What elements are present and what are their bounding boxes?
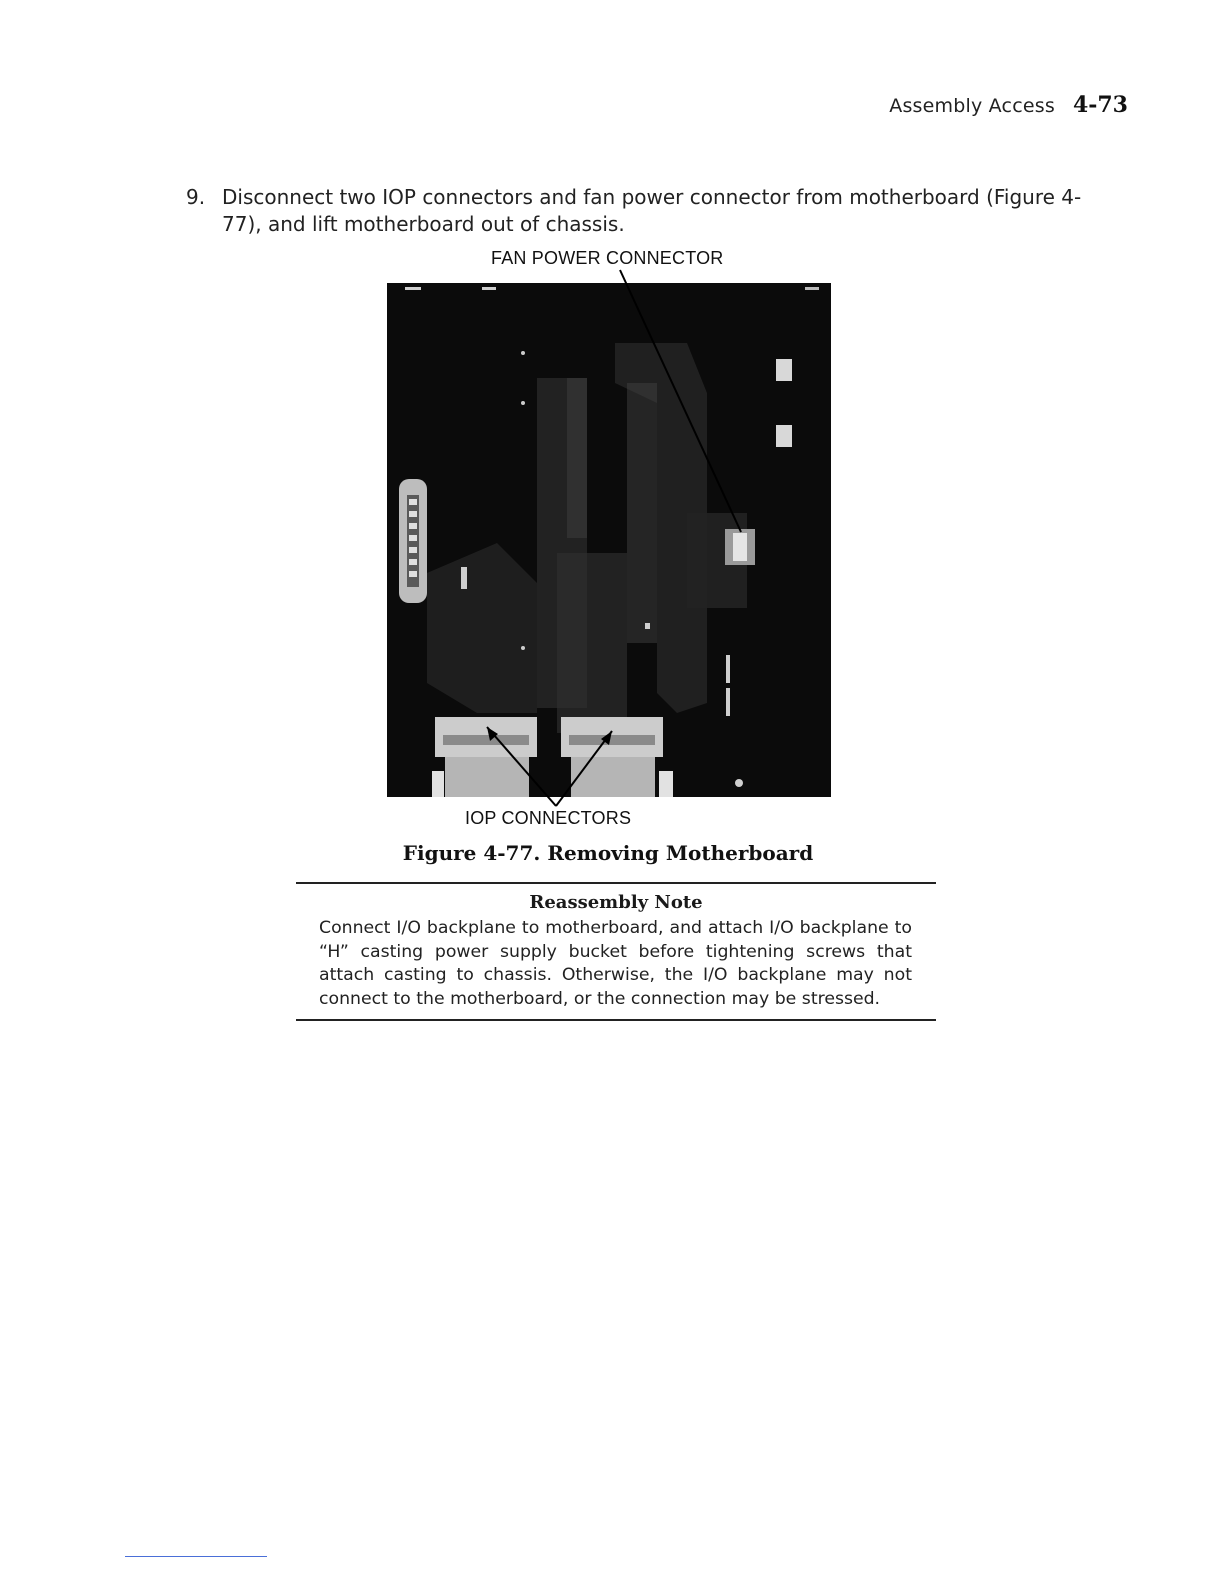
procedure-step (186, 184, 1086, 238)
iop-connectors-callout: IOP CONNECTORS (465, 808, 632, 828)
note-body: Connect I/O backplane to motherboard, and attach I/O backplane to “H” casting power supply bucket before tightening screws that attach casting to chassis. Otherwise, the I/O backplane may not connect to the motherboard, or the connection may be stressed. (319, 918, 912, 1009)
page-header (889, 92, 1128, 118)
step-number: 9. (186, 185, 206, 209)
fan-power-connector-callout: FAN POWER CONNECTOR (491, 248, 724, 268)
figure-caption (0, 841, 1224, 865)
section-title: Assembly Access (889, 95, 1055, 117)
figure-caption-text: Figure 4-77. Removing Motherboard (402, 841, 814, 865)
step-text: Disconnect two IOP connectors and fan power connector from motherboard (Figure 4-77), and lift motherboard out of chassis. (222, 185, 1082, 236)
note-title: Reassembly Note (529, 892, 703, 913)
page-number: 4-73 (1072, 92, 1128, 118)
footer-rule (125, 1556, 267, 1557)
motherboard-photo (387, 283, 831, 797)
reassembly-note-box (296, 882, 936, 1021)
